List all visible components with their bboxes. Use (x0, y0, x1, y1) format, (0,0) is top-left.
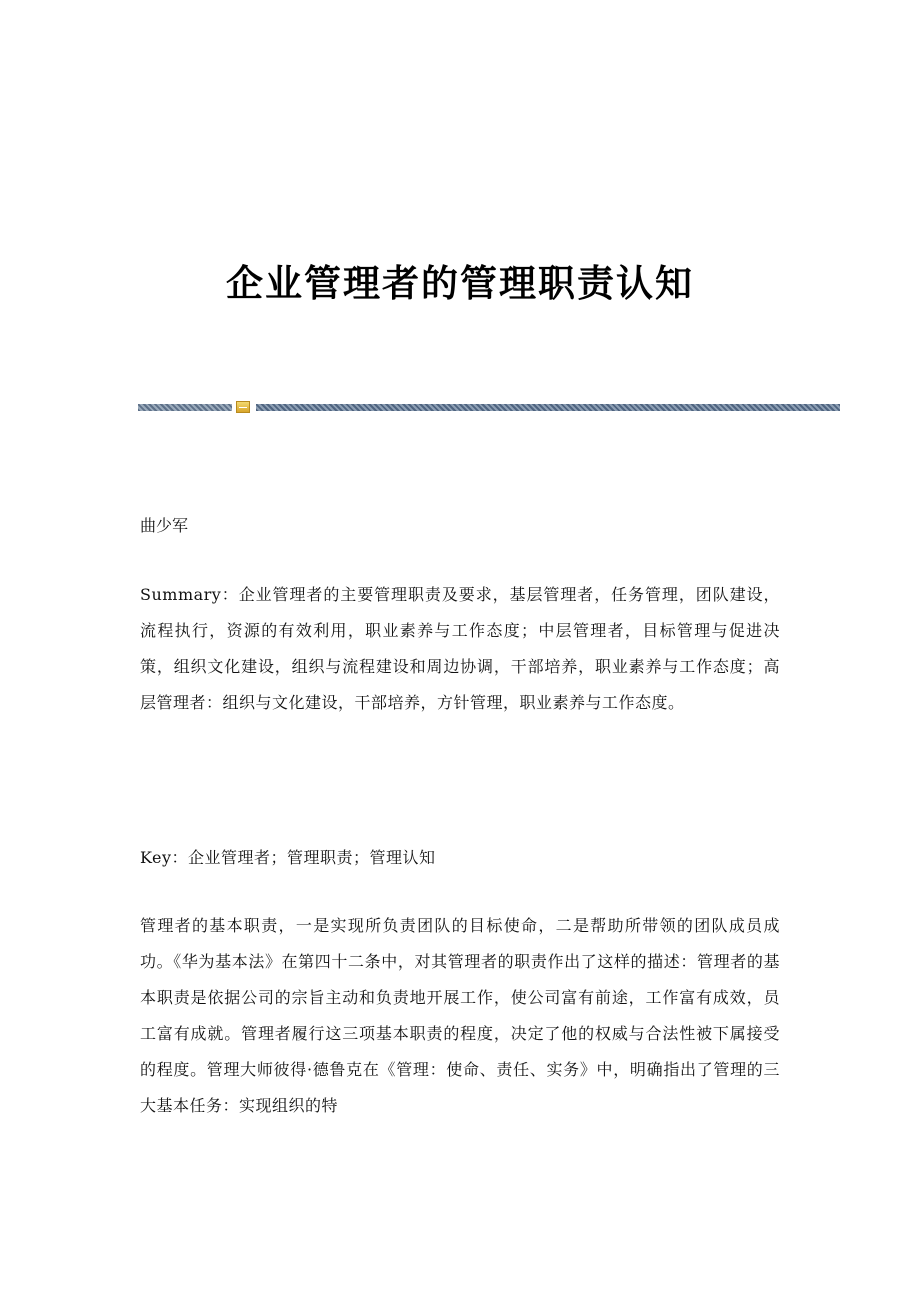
author-name: 曲少军 (140, 516, 189, 535)
summary-paragraph: Summary：企业管理者的主要管理职责及要求，基层管理者，任务管理，团队建设，流程执行，资源的有效利用，职业素养与工作态度；中层管理者，目标管理与促进决策，组织文化建设，组织与流程建设和周边协调，干部培养，职业素养与工作态度；高层管理者：组织与文化建设，干部培养，方针管理，职业素养与工作态度。 (140, 585, 780, 712)
keywords-line: Key：企业管理者；管理职责；管理认知 (140, 848, 436, 867)
document-title: 企业管理者的管理职责认知 (226, 261, 694, 305)
title-divider (138, 400, 840, 416)
body-paragraph: 管理者的基本职责，一是实现所负责团队的目标使命，二是帮助所带领的团队成员成功。《华为基本法》在第四十二条中，对其管理者的职责作出了这样的描述：管理者的基本职责是依据公司的宗旨主动和负责地开展工作，使公司富有前途，工作富有成效，员工富有成就。管理者履行这三项基本职责的程度，决定了他的权威与合法性被下属接受的程度。管理大师彼得·德鲁克在《管理：使命、责任、实务》中，明确指出了管理的三大基本任务：实现组织的特 (140, 916, 780, 1115)
divider-bar-left (138, 404, 232, 411)
divider-bar-right (256, 404, 840, 411)
divider-emblem-icon (236, 401, 250, 413)
